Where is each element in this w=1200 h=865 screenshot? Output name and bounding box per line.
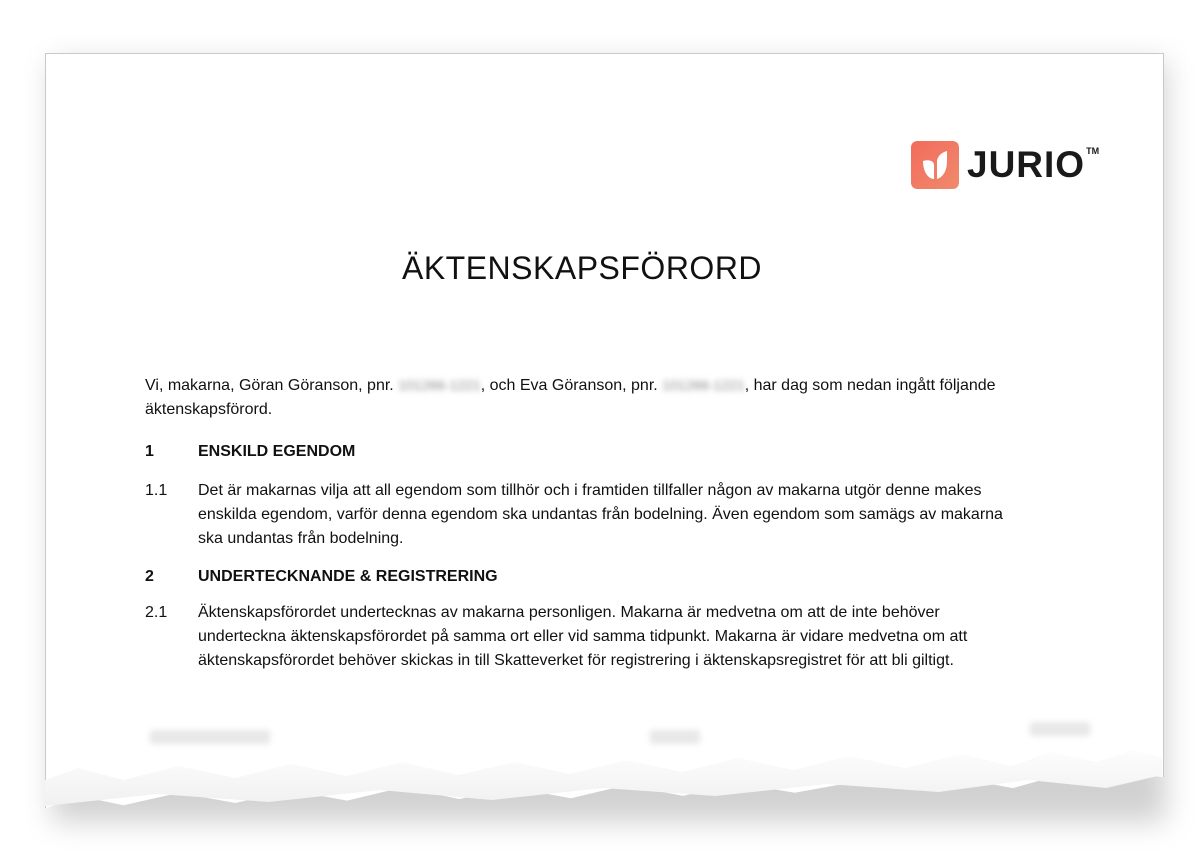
- section-number: 2: [145, 568, 154, 585]
- clause-text: Äktenskapsförordet undertecknas av makarna personligen. Makarna är medvetna om att de inte behöver underteckna äktenskapsförordet på samma ort eller vid samma tidpunkt. Makarna är vidare medvetna om att äktenskapsförordet behöver skickas in till Skatteverket för registrering i äktenskapsregistret för att bli giltigt.: [198, 604, 968, 669]
- faded-text-fragment: [150, 730, 270, 744]
- redacted-pnr-2: 101266-1221: [662, 377, 745, 393]
- clause-number: 1.1: [145, 482, 168, 499]
- section-title: ENSKILD EGENDOM: [198, 443, 356, 460]
- clause: [145, 601, 1025, 673]
- clause: [145, 479, 1025, 551]
- faded-text-fragment: [1030, 722, 1090, 736]
- redacted-pnr-1: 101266-1221: [398, 377, 481, 393]
- jurio-logo-icon: [911, 141, 959, 189]
- section-number: 1: [145, 443, 154, 460]
- document-title: ÄKTENSKAPSFÖRORD: [401, 250, 763, 286]
- section-heading: [145, 440, 355, 464]
- faded-text-fragment: [650, 730, 700, 744]
- intro-text-3: , har dag som nedan ingått följande äktenskapsförord.: [145, 377, 996, 418]
- logo-wordmark: JURIO: [967, 144, 1086, 185]
- section-title: UNDERTECKNANDE & REGISTRERING: [198, 568, 498, 585]
- clause-number: 2.1: [145, 604, 168, 621]
- intro-paragraph: [145, 373, 1025, 422]
- jurio-logo: [911, 141, 1099, 189]
- intro-text-1: Vi, makarna, Göran Göranson, pnr.: [145, 377, 394, 394]
- intro-text-2: , och Eva Göranson, pnr.: [480, 377, 658, 394]
- section-heading: [145, 565, 498, 589]
- clause-text: Det är makarnas vilja att all egendom som tillhör och i framtiden tillfaller någon av makarna utgör denne makes enskilda egendom, varför denna egendom ska undantas från bodelning. Även egendom som samägs av makarna ska undantas från bodelning.: [198, 482, 1003, 547]
- logo-trademark: TM: [1086, 146, 1100, 156]
